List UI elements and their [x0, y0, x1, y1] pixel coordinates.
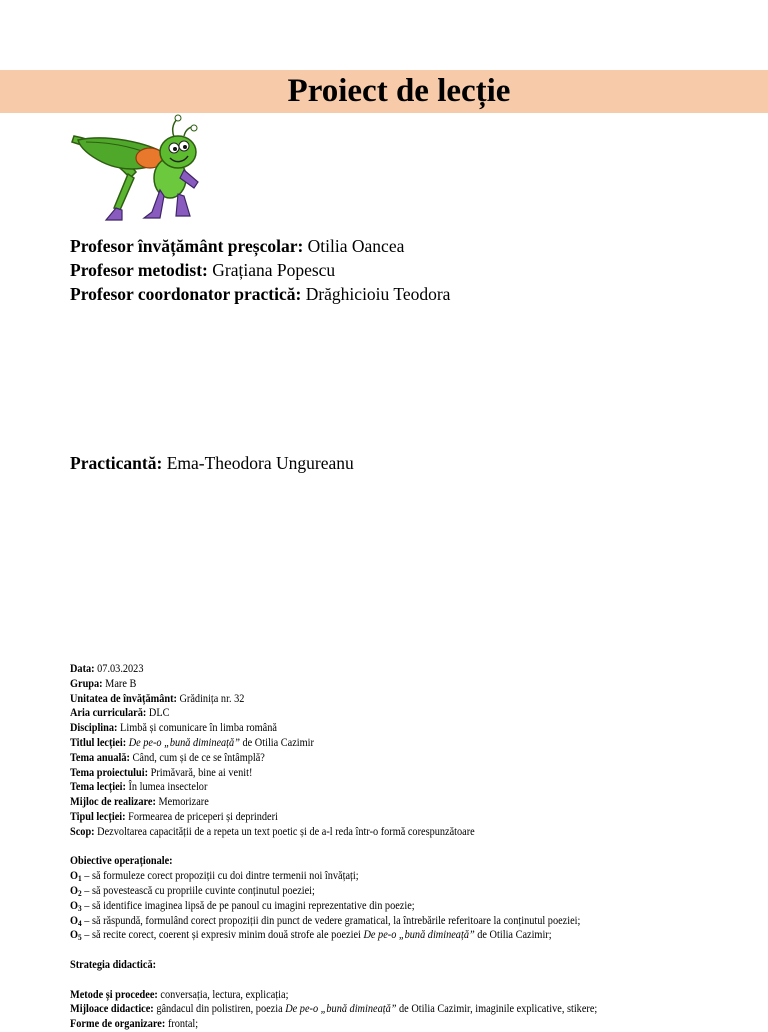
intern-row: Practicantă: Ema-Theodora Ungureanu: [70, 453, 354, 473]
objective-item: $O_3$ – să identifice imaginea lipsă de pe panoul cu imagini reprezentative din poezie;: [70, 899, 415, 913]
detail-means: Mijloc de realizare: Memorizare: [70, 796, 209, 809]
objective-item: $O_2$ – să povestească cu propriile cuvinte conținutul poeziei;: [70, 884, 315, 898]
grasshopper-illustration: [66, 112, 202, 224]
strategy-means: Mijloace didactice: gândacul din polistiren, poezia De pe-o „bună dimineață” de Otilia Cazimir, imaginile explicative, stikere;: [70, 1003, 598, 1016]
detail-school: Unitatea de învățământ: Grădinița nr. 32: [70, 692, 245, 705]
detail-group: Grupa: Mare B: [70, 677, 137, 690]
strategy-heading: Strategia didactică:: [70, 958, 157, 971]
strategy-forms: Forme de organizare: frontal;: [70, 1018, 199, 1031]
objectives-heading: Obiective operaționale:: [70, 855, 173, 868]
detail-area: Aria curriculară: DLC: [70, 707, 170, 720]
objective-item: $O_1$ – să formuleze corect propoziții cu doi dintre termenii noi învățați;: [70, 870, 359, 884]
staff-row-methodist: Profesor metodist: Grațiana Popescu: [70, 260, 336, 280]
detail-date: Data: 07.03.2023: [70, 663, 144, 675]
staff-row-teacher: Profesor învățământ preșcolar: Otilia Oancea: [70, 236, 405, 256]
detail-annual-theme: Tema anuală: Când, cum și de ce se întâmplă?: [70, 751, 265, 764]
staff-row-coordinator: Profesor coordonator practică: Drăghicioiu Teodora: [70, 284, 451, 304]
detail-scope: Scop: Dezvoltarea capacității de a repeta un text poetic și de a-l reda într-o formă corespunzătoare: [70, 825, 475, 838]
detail-lesson-title: Titlul lecției: De pe-o „bună dimineață” de Otilia Cazimir: [70, 736, 314, 749]
title-band: [0, 70, 768, 113]
strategy-methods: Metode și procedee: conversația, lectura, explicația;: [70, 988, 289, 1001]
objective-item: $O_5$ – să recite corect, coerent și expresiv minim două strofe ale poeziei De pe-o „bună dimineață” de Otilia Cazimir;: [70, 929, 552, 943]
detail-lesson-theme: Tema lecției: În lumea insectelor: [70, 781, 208, 794]
lesson-details: [70, 662, 696, 1032]
staff-list: [70, 234, 450, 306]
objective-item: $O_4$ – să răspundă, formulând corect propoziții din punct de vedere gramatical, la întrebările referitoare la conținutul poeziei;: [70, 914, 581, 928]
detail-type: Tipul lecției: Formearea de priceperi și deprinderi: [70, 810, 278, 823]
detail-project-theme: Tema proiectului: Primăvară, bine ai venit!: [70, 766, 253, 779]
detail-discipline: Disciplina: Limbă și comunicare în limba română: [70, 722, 277, 735]
page-title: Proiect de lecție: [287, 73, 511, 109]
